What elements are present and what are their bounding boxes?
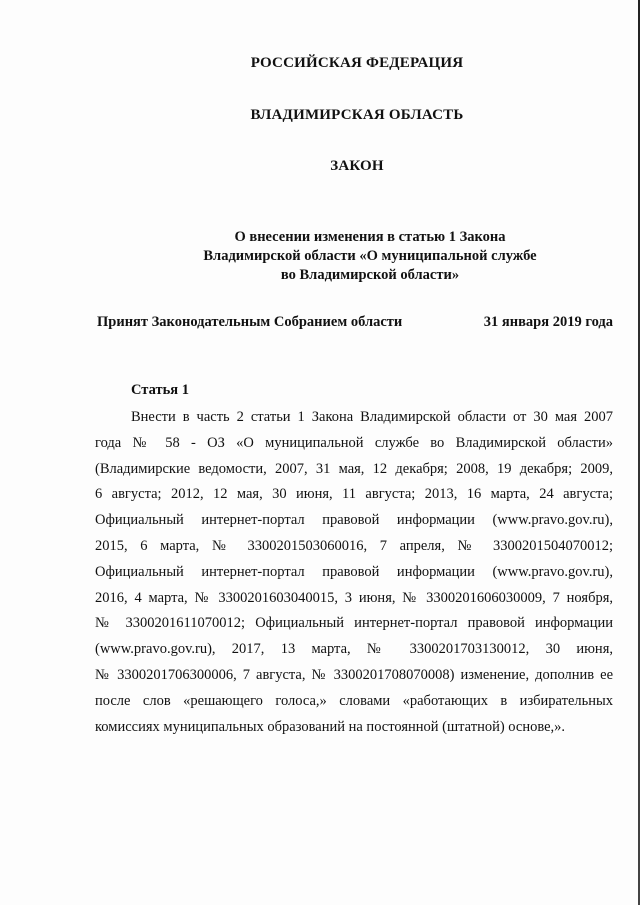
law-subject-line: Владимирской области «О муниципальной службе (203, 248, 537, 264)
law-subject-line: во Владимирской области» (280, 267, 460, 283)
article-line: 2016, 4 марта, № 3300201603040015, 3 июня, № 3300201606030009, 7 ноября, (95, 589, 613, 606)
law-heading: ЗАКОН (330, 158, 384, 174)
article-line: (www.pravo.gov.ru), 2017, 13 марта, № 3300201703130012, 30 июня, (95, 641, 613, 658)
law-subject (150, 228, 590, 285)
article-title: Статья 1 (131, 382, 189, 398)
article-body (95, 405, 613, 740)
article-line: Официальный интернет-портал правовой информации (www.pravo.gov.ru), (95, 512, 613, 529)
article-line: 6 августа; 2012, 12 мая, 30 июня, 11 августа; 2013, 16 марта, 24 августа; (95, 486, 613, 503)
article-line: комиссиях муниципальных образований на постоянной (штатной) основе,». (95, 718, 566, 735)
article-line: (Владимирские ведомости, 2007, 31 мая, 12 декабря; 2008, 19 декабря; 2009, (95, 460, 613, 477)
adoption-text: Принят Законодательным Собранием области (97, 314, 403, 330)
article-line: № 3300201611070012; Официальный интернет-портал правовой информации (95, 615, 613, 632)
law-subject-line: О внесении изменения в статью 1 Закона (234, 229, 506, 245)
region-heading: ВЛАДИМИРСКАЯ ОБЛАСТЬ (250, 107, 464, 123)
article-line: после слов «решающего голоса,» словами «работающих в избирательных (95, 692, 613, 709)
article-line: Внести в часть 2 статьи 1 Закона Владимирской области от 30 мая 2007 (131, 409, 613, 425)
country-heading: РОССИЙСКАЯ ФЕДЕРАЦИЯ (250, 55, 464, 71)
article-line: 2015, 6 марта, № 3300201503060016, 7 апреля, № 3300201504070012; (95, 537, 613, 554)
article-line: года № 58 - ОЗ «О муниципальной службе во Владимирской области» (95, 434, 613, 451)
article-line: Официальный интернет-портал правовой информации (www.pravo.gov.ru), (95, 563, 613, 580)
article-line: № 3300201706300006, 7 августа, № 3300201708070008) изменение, дополнив ее (95, 666, 613, 683)
adoption-date: 31 января 2019 года (483, 314, 613, 330)
